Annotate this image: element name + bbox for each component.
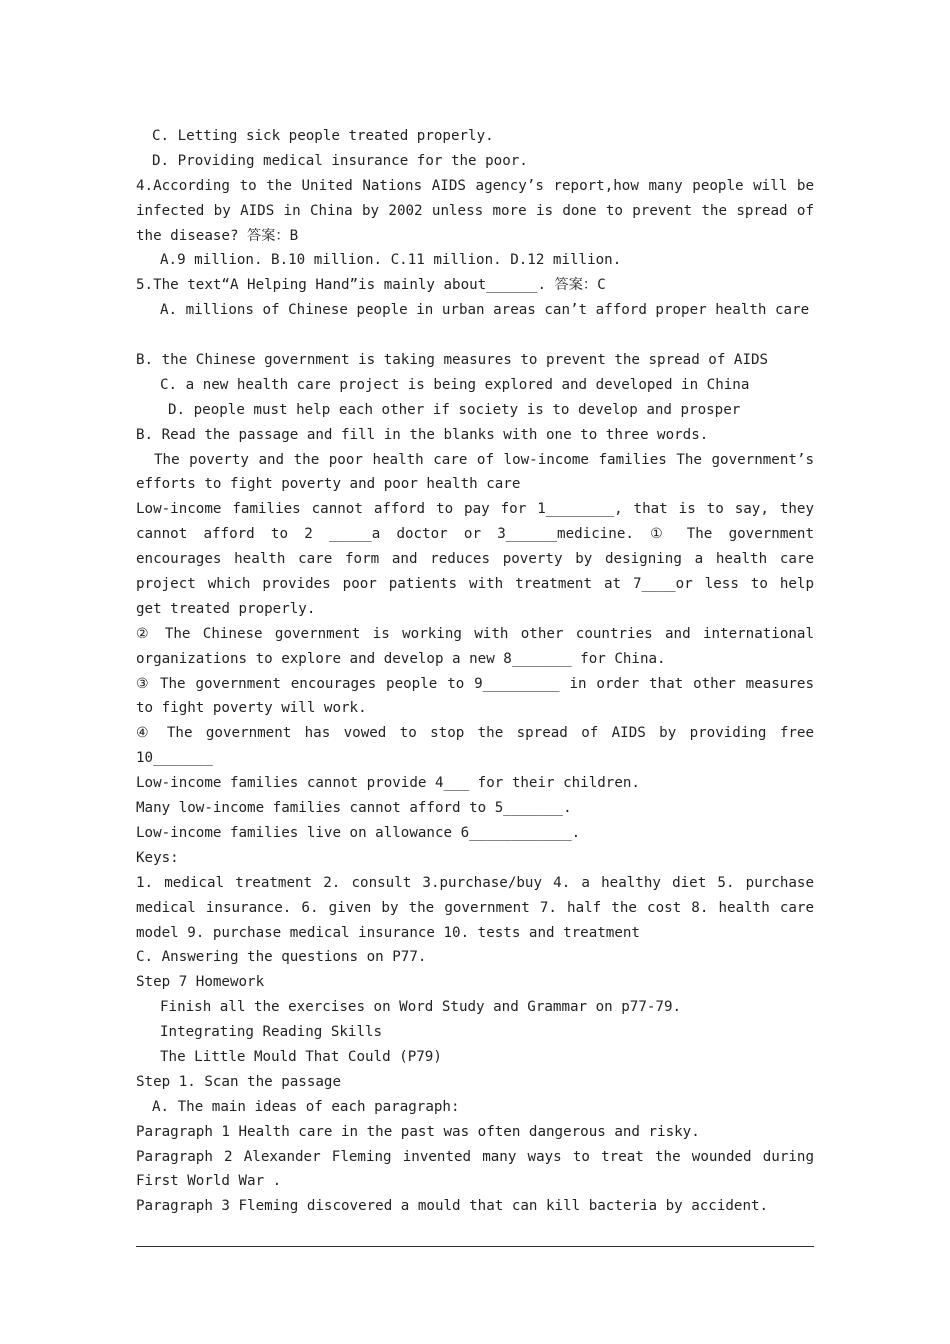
point-3-line-1: ③ The government encourages people to 9_________ in order that other measures [136, 675, 814, 692]
keys-heading: Keys: [136, 849, 179, 866]
blank-5-line: Many low-income families cannot afford to 5_______. [136, 800, 572, 817]
point-2-line-2: organizations to explore and develop a new 8_______ for China. [136, 650, 666, 667]
question-4-line-1: 4.According to the United Nations AIDS agency’s report,how many people will be [136, 177, 814, 194]
option-d-q5: D. people must help each other if society is to develop and prosper [168, 401, 741, 418]
homework-line: Finish all the exercises on Word Study and Grammar on p77-79. [160, 999, 682, 1016]
fill-line-1: Low-income families cannot afford to pay for 1________, that is to say, they [136, 501, 814, 518]
option-c-q5: C. a new health care project is being explored and developed in China [160, 376, 750, 393]
question-4-line-3: the disease? 答案：B [136, 227, 299, 244]
footer-divider [136, 1246, 814, 1247]
blank-6-line: Low-income families live on allowance 6____________. [136, 824, 581, 841]
integrating-heading: Integrating Reading Skills [160, 1024, 383, 1041]
option-a-q5: A. millions of Chinese people in urban areas can’t afford proper health care [160, 302, 810, 319]
passage-title-line-1: The poverty and the poor health care of low-income families The government’s [154, 451, 814, 468]
step-7-heading: Step 7 Homework [136, 974, 265, 991]
section-b-heading: B. Read the passage and fill in the blanks with one to three words. [136, 426, 709, 443]
point-3-line-2: to fight poverty will work. [136, 700, 367, 717]
section-c-heading: C. Answering the questions on P77. [136, 949, 427, 966]
option-b-q5: B. the Chinese government is taking measures to prevent the spread of AIDS [136, 352, 769, 369]
fill-line-3: encourages health care form and reduces poverty by designing a health care [136, 551, 814, 568]
fill-line-2: cannot afford to 2 _____a doctor or 3______medicine. ① The government [136, 526, 814, 543]
keys-line-3: model 9. purchase medical insurance 10. tests and treatment [136, 924, 640, 941]
paragraph-2-idea-line-2: First World War . [136, 1173, 282, 1190]
passage-title-line-2: efforts to fight poverty and poor health care [136, 476, 521, 493]
option-d-q3: D. Providing medical insurance for the poor. [152, 152, 528, 169]
paragraph-3-idea: Paragraph 3 Fleming discovered a mould that can kill bacteria by accident. [136, 1198, 769, 1215]
option-c-q3: C. Letting sick people treated properly. [152, 128, 494, 144]
question-4-options: A.9 million. B.10 million. C.11 million. D.12 million. [160, 252, 622, 269]
fill-line-4: project which provides poor patients with treatment at 7____or less to help [136, 576, 814, 593]
keys-line-1: 1. medical treatment 2. consult 3.purchase/buy 4. a healthy diet 5. purchase [136, 874, 814, 891]
step-1-heading: Step 1. Scan the passage [136, 1073, 341, 1090]
passage-title: The Little Mould That Could (P79) [160, 1048, 442, 1065]
keys-line-2: medical insurance. 6. given by the government 7. half the cost 8. health care [136, 899, 814, 916]
question-4-line-2: infected by AIDS in China by 2002 unless more is done to prevent the spread of [136, 202, 814, 219]
blank-4-line: Low-income families cannot provide 4___ for their children. [136, 775, 640, 792]
paragraph-2-idea-line-1: Paragraph 2 Alexander Fleming invented many ways to treat the wounded during [136, 1148, 814, 1165]
paragraph-1-idea: Paragraph 1 Health care in the past was often dangerous and risky. [136, 1123, 700, 1140]
fill-line-5: get treated properly. [136, 600, 316, 617]
point-2-line-1: ② The Chinese government is working with other countries and international [136, 625, 814, 642]
point-4-line-1: ④ The government has vowed to stop the spread of AIDS by providing free [136, 725, 814, 742]
main-ideas-heading: A. The main ideas of each paragraph: [152, 1098, 460, 1115]
point-4-line-2: 10_______ [136, 750, 213, 767]
document-page [136, 124, 814, 1219]
question-5: 5.The text“A Helping Hand”is mainly about______. 答案：C [136, 277, 606, 294]
blank-line [136, 323, 814, 348]
